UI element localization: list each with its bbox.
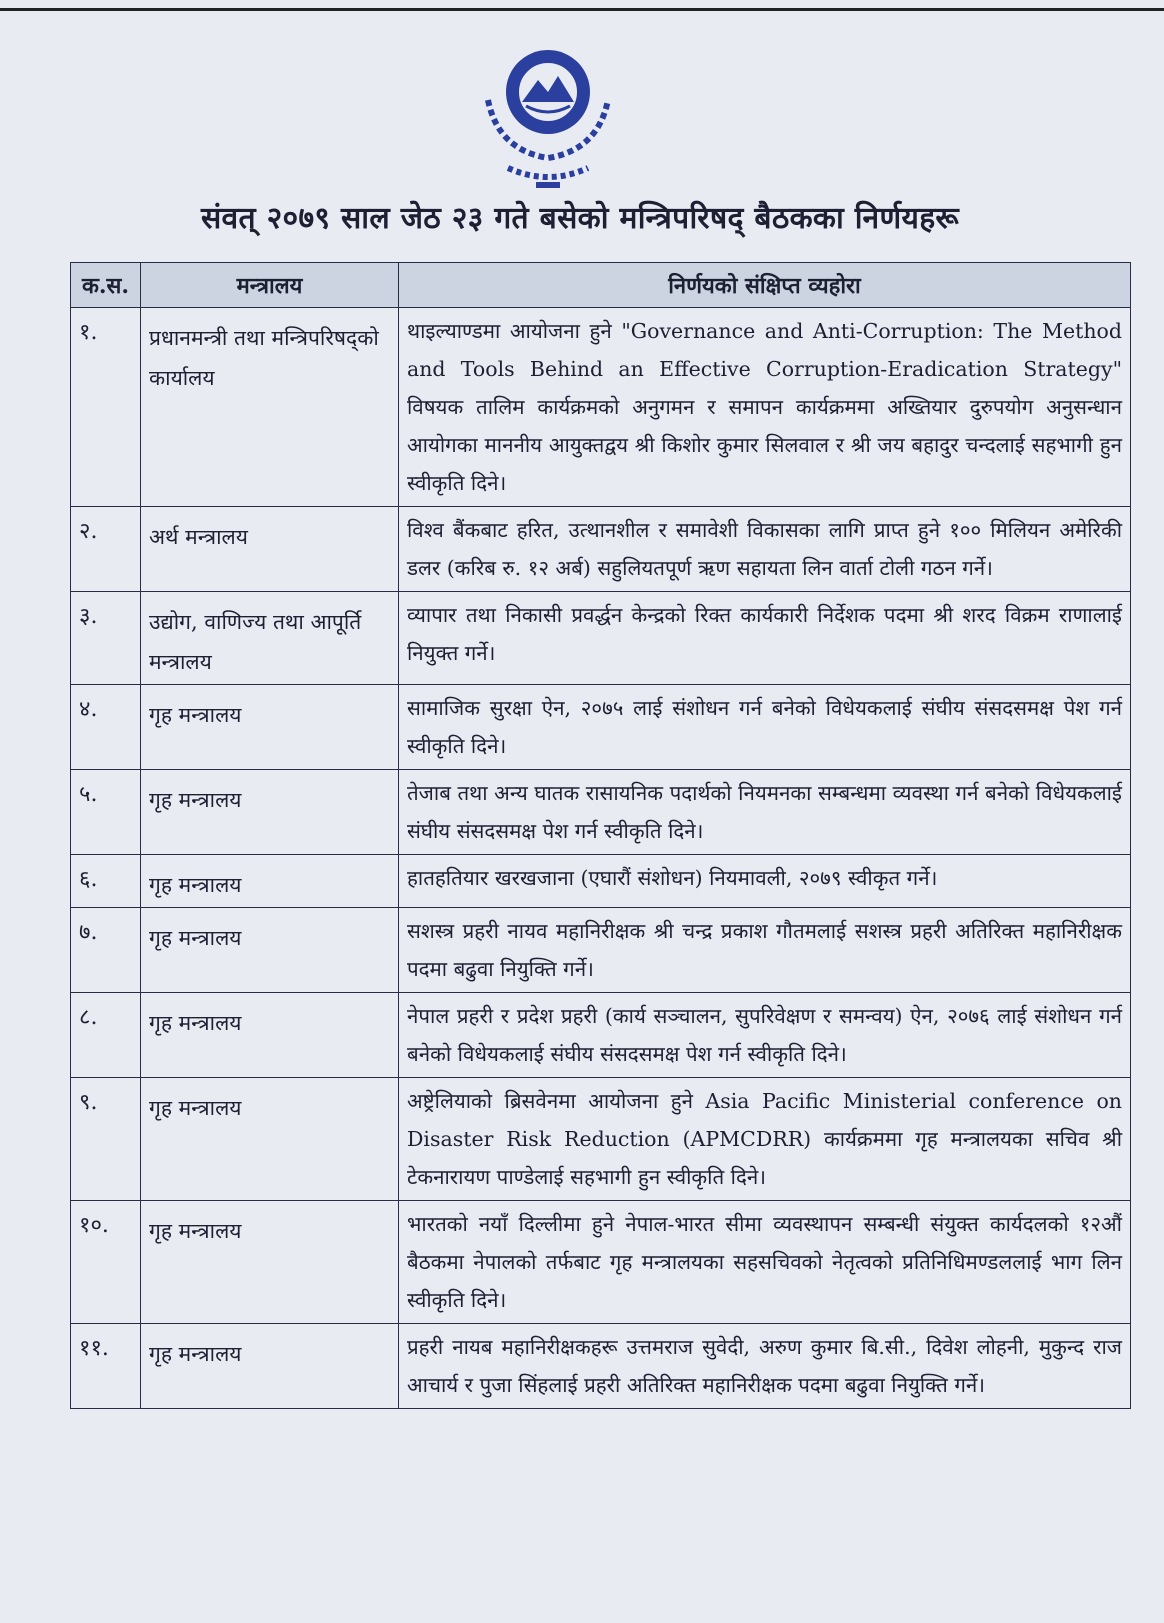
scan-top-edge [0,8,1164,11]
row-decision: व्यापार तथा निकासी प्रवर्द्धन केन्द्रको रिक्त कार्यकारी निर्देशक पदमा श्री शरद विक्रम राणालाई नियुक्त गर्ने। [399,592,1131,685]
row-serial: २. [71,507,141,592]
row-serial: ९. [71,1078,141,1201]
row-ministry: प्रधानमन्त्री तथा मन्त्रिपरिषद्को कार्यालय [141,308,399,507]
row-ministry: गृह मन्त्रालय [141,1324,399,1409]
row-ministry: गृह मन्त्रालय [141,770,399,855]
row-ministry: गृह मन्त्रालय [141,908,399,993]
row-serial: ८. [71,993,141,1078]
row-decision: तेजाब तथा अन्य घातक रासायनिक पदार्थको नियमनका सम्बन्धमा व्यवस्था गर्न बनेको विधेयकलाई संघीय संसदसमक्ष पेश गर्न स्वीकृति दिने। [399,770,1131,855]
government-seal-icon [448,30,648,200]
table-row [71,592,1131,685]
row-decision: अष्ट्रेलियाको ब्रिसवेनमा आयोजना हुने Asia Pacific Ministerial conference on Disaster Risk Reduction (APMCDRR) कार्यक्रममा गृह मन्त्रालयका सचिव श्री टेकनारायण पाण्डेलाई सहभागी हुन स्वीकृति दिने। [399,1078,1131,1201]
row-serial: ५. [71,770,141,855]
row-ministry: गृह मन्त्रालय [141,685,399,770]
table-row [71,770,1131,855]
row-serial: ३. [71,592,141,685]
row-serial: १. [71,308,141,507]
table-row [71,993,1131,1078]
row-ministry: गृह मन्त्रालय [141,1078,399,1201]
table-row [71,1201,1131,1324]
header-decision: निर्णयको संक्षिप्त व्यहोरा [399,263,1131,308]
row-serial: १०. [71,1201,141,1324]
row-serial: ४. [71,685,141,770]
table-row [71,685,1131,770]
row-ministry: अर्थ मन्त्रालय [141,507,399,592]
header-serial: क.स. [71,263,141,308]
table-header-row [71,263,1131,308]
row-ministry: गृह मन्त्रालय [141,855,399,908]
row-ministry: उद्योग, वाणिज्य तथा आपूर्ति मन्त्रालय [141,592,399,685]
row-decision: हातहतियार खरखजाना (एघारौं संशोधन) नियमावली, २०७९ स्वीकृत गर्ने। [399,855,1131,908]
row-ministry: गृह मन्त्रालय [141,1201,399,1324]
table-row [71,308,1131,507]
row-serial: ७. [71,908,141,993]
table-row [71,855,1131,908]
decisions-table [70,262,1131,1409]
row-serial: ११. [71,1324,141,1409]
table-row [71,908,1131,993]
header-ministry: मन्त्रालय [141,263,399,308]
row-decision: सशस्त्र प्रहरी नायव महानिरीक्षक श्री चन्द्र प्रकाश गौतमलाई सशस्त्र प्रहरी अतिरिक्त महानिरीक्षक पदमा बढुवा नियुक्ति गर्ने। [399,908,1131,993]
page-title: संवत् २०७९ साल जेठ २३ गते बसेको मन्त्रिपरिषद् बैठकका निर्णयहरू [200,201,960,236]
row-decision: भारतको नयाँ दिल्लीमा हुने नेपाल-भारत सीमा व्यवस्थापन सम्बन्धी संयुक्त कार्यदलको १२औं बैठकमा नेपालको तर्फबाट गृह मन्त्रालयका सहसचिवको नेतृत्वको प्रतिनिधिमण्डललाई भाग लिन स्वीकृति दिने। [399,1201,1131,1324]
seal-emblem [448,30,648,200]
row-decision: नेपाल प्रहरी र प्रदेश प्रहरी (कार्य सञ्चालन, सुपरिवेक्षण र समन्वय) ऐन, २०७६ लाई संशोधन गर्न बनेको विधेयकलाई संघीय संसदसमक्ष पेश गर्न स्वीकृति दिने। [399,993,1131,1078]
row-decision: सामाजिक सुरक्षा ऐन, २०७५ लाई संशोधन गर्न बनेको विधेयकलाई संघीय संसदसमक्ष पेश गर्न स्वीकृति दिने। [399,685,1131,770]
row-serial: ६. [71,855,141,908]
table-row [71,507,1131,592]
row-decision: विश्व बैंकबाट हरित, उत्थानशील र समावेशी विकासका लागि प्राप्त हुने १०० मिलियन अमेरिकी डलर (करिब रु. १२ अर्ब) सहुलियतपूर्ण ऋण सहायता लिन वार्ता टोली गठन गर्ने। [399,507,1131,592]
table-row [71,1324,1131,1409]
table-row [71,1078,1131,1201]
row-ministry: गृह मन्त्रालय [141,993,399,1078]
row-decision: प्रहरी नायब महानिरीक्षकहरू उत्तमराज सुवेदी, अरुण कुमार बि.सी., दिवेश लोहनी, मुकुन्द राज आचार्य र पुजा सिंहलाई प्रहरी अतिरिक्त महानिरीक्षक पदमा बढुवा नियुक्ति गर्ने। [399,1324,1131,1409]
row-decision: थाइल्याण्डमा आयोजना हुने "Governance and Anti-Corruption: The Method and Tools Behind an Effective Corruption-Eradication Strategy" विषयक तालिम कार्यक्रमको अनुगमन र समापन कार्यक्रममा अख्तियार दुरुपयोग अनुसन्धान आयोगका माननीय आयुक्तद्वय श्री किशोर कुमार सिलवाल र श्री जय बहादुर चन्दलाई सहभागी हुन स्वीकृति दिने। [399,308,1131,507]
